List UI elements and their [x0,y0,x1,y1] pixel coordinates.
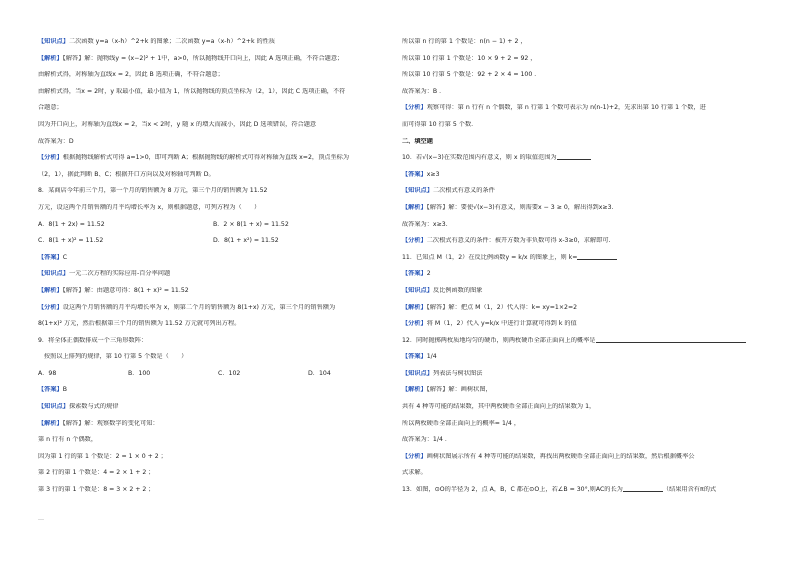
answer-line: 【答案】x≥3 [402,170,440,178]
solution-line: 共有 4 种等可能的结果数，其中两枚硬币全部正面向上的结果数为 1， [402,403,596,411]
question-8-options [38,237,398,254]
answer-line: 故答案为：x≥3. [402,220,448,228]
answer-blank [623,486,663,492]
option-d: D．104 [308,369,331,377]
option-b: B．100 [128,369,151,377]
answer-line: 【答案】2 [402,270,431,278]
right-column [402,38,762,503]
answer-blank [596,337,746,343]
answer-line: 【答案】C [38,253,68,261]
analysis-line: 【分析】将 M（1，2）代入 y=k/x 中进行计算就可得到 k 的值 [402,320,577,328]
question-8-options [38,221,398,238]
knowledge-point-line: 【知识点】探索数与式的规律 [38,403,119,411]
question-9: 9．将全体正偶数排成一个三角形数阵： [38,336,148,344]
solution-line: 由解析式得，对称轴为直线x = 2，因此 B 选项正确，不符合题意； [38,71,224,79]
knowledge-point-line: 【知识点】二次根式有意义的条件 [402,187,495,195]
solution-line: 【解析】【解答】解：由题意可得：8(1 + x)² = 11.52 [38,286,189,294]
solution-line: 【解析】【解答】解：画树状图， [402,386,492,394]
solution-line: 因为开口向上，对称轴为直线x = 2，当x < 2时，y 随 x 的增大而减小，因此 D 选项错误，符合题意 [38,120,317,128]
solution-line: 【解析】【解答】解：把点 M（1，2）代入得：k= xy=1×2=2 [402,303,578,311]
answer-line: 【答案】B [38,386,67,394]
option-a: A．8(1 + 2x) = 11.52 [38,220,105,228]
answer-line: 故答案为：D [38,137,74,145]
answer-line: 故答案为：1/4 ． [402,436,452,444]
question-13: 13．如图，⊙O的半径为 2，点 A，B，C 都在⊙O上，若∠B = 30°,则AC的长为 （结果用含有π的式 [402,486,717,494]
continuation-mark: … [38,515,44,522]
solution-line: 所以两枚硬币全部正面向上的概率= 1/4 ， [402,419,521,427]
analysis-line: 【分析】二次根式有意义的条件：被开方数为非负数可得 x-3≥0，求解即可. [402,237,611,245]
knowledge-point-line: 【知识点】反比例函数的图象 [402,286,483,294]
solution-line: 所以第 10 行第 5 个数是：92 + 2 × 4 = 100 ． [402,71,541,79]
solution-line: 所以第 n 行的第 1 个数是：n(n − 1) + 2 ， [402,38,527,45]
option-d: D．8(1 + x²) = 11.52 [213,237,279,245]
analysis-line: 【分析】画树状图展示所有 4 种等可能的结果数，再找出两枚硬币全部正面向上的结果数，然后根据概率公 [402,452,695,460]
question-9-options [38,370,398,387]
solution-line: 【解析】【解答】解：抛物线y = (x−2)² + 1中，a>0，所以抛物线开口向上，因此 A 选项正确，不符合题意； [38,54,344,62]
question-10: 10．若√(x−3)在实数范围内有意义，则 x 的取值范围为 [402,154,762,171]
solution-line: 第 2 行的第 1 个数是：4 = 2 × 1 + 2 ； [38,469,155,477]
question-11: 11．已知点 M（1，2）在反比例函数y = k/x 的图象上，则 k= [402,254,762,271]
left-column [38,38,398,503]
analysis-line: 8(1+x)² 万元，然后根据第三个月的销售额为 11.52 万元就可列出方程。 [38,320,241,328]
solution-line: 由解析式得，当x = 2时，y 取最小值，最小值为 1，所以抛物线的顶点坐标为（2，1），因此 C 选项正确，不符 [38,87,346,95]
analysis-line: （2，1），据此判断 B、C；根据开口方向以及对称轴可判断 D。 [38,170,215,178]
knowledge-point-line: 【知识点】二次函数 y=a（x-h）^2+k 的图象；二次函数 y=a（x-h）^2+k 的性质 [38,38,276,45]
option-c: C．8(1 + x)² = 11.52 [38,237,104,245]
option-c: C．102 [218,369,241,377]
knowledge-point-line: 【知识点】一元二次方程的实际应用-百分率问题 [38,270,171,278]
analysis-line: 式求解。 [402,469,427,477]
solution-line: 【解析】【解答】解：观察数字的变化可知： [38,419,159,427]
section-heading: 二、填空题 [402,137,433,145]
answer-line: 故答案为：B ． [402,87,446,95]
solution-line: 第 3 行的第 1 个数是：8 = 3 × 2 + 2 ； [38,486,155,494]
analysis-line: 而可得第 10 行第 5 个数. [402,120,474,128]
solution-line: 【解析】【解答】解：要使√(x−3)有意义，则需要x − 3 ≥ 0，解出得到x≥3. [402,203,614,211]
solution-line: 因为第 1 行的第 1 个数是：2 = 1 × 0 + 2 ； [38,452,167,460]
solution-line: 第 n 行有 n 个偶数， [38,436,98,444]
answer-blank [557,154,591,160]
solution-line: 合题意； [38,104,63,112]
answer-line: 【答案】1/4 [402,353,437,361]
solution-line: 所以第 10 行第 1 个数是：10 × 9 + 2 = 92 ， [402,54,537,62]
knowledge-point-line: 【知识点】列表法与树状图法 [402,369,483,377]
question-8-line2: 万元，设这两个月销售额的月平均增长率为 x，则根据题意，可列方程为（ ） [38,203,261,211]
option-a: A．98 [38,369,57,377]
option-b: B．2 × 8(1 + x) = 11.52 [213,220,289,228]
question-12: 12．同时抛掷两枚质地均匀的硬币，则两枚硬币全部正面向上的概率是 [402,337,762,354]
answer-blank [577,254,617,260]
question-8: 8．某商店今年前三个月，第一个月的销售额为 8 万元，第三个月的销售额为 11.52 [38,187,268,195]
analysis-line: 【分析】观察可得：第 n 行有 n 个偶数，第 n 行第 1 个数可表示为 n(n-1)+2，先求出第 10 行第 1 个数，进 [402,104,706,112]
question-9-line2: 按照以上排列的规律，第 10 行第 5 个数是（ ） [43,353,188,361]
analysis-line: 【分析】根据抛物线解析式可得 a=1>0，即可判断 A；根据抛物线的解析式可得对称轴为直线 x=2，顶点坐标为 [38,154,350,162]
analysis-line: 【分析】设这两个月销售额的月平均增长率为 x，则第二个月的销售额为 8(1+x) 万元，第三个月的销售额为 [38,303,336,311]
